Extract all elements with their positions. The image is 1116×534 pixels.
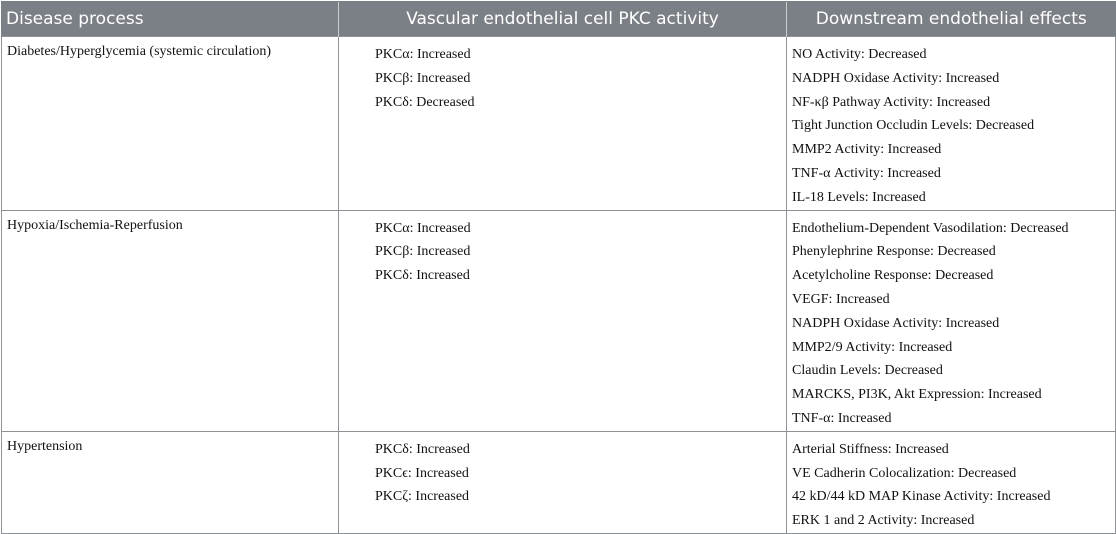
effect-line: MARCKS, PI3K, Akt Expression: Increased: [792, 387, 1042, 403]
table-row: [2, 210, 1116, 431]
disease-text: Hypertension: [7, 438, 83, 454]
table-row: [2, 37, 1116, 211]
pkc-line: PKCβ: Increased: [375, 70, 471, 86]
pkc-line: PKCα: Increased: [375, 220, 471, 236]
effect-line: NO Activity: Decreased: [792, 47, 927, 62]
effect-line: NF-κβ Pathway Activity: Increased: [792, 94, 991, 110]
effect-line: TNF-α: Increased: [792, 410, 892, 426]
pkc-line: PKCζ: Increased: [375, 489, 470, 505]
effect-line: 42 kD/44 kD MAP Kinase Activity: Increased: [792, 489, 1051, 505]
effect-line: Endothelium-Dependent Vasodilation: Decreased: [792, 220, 1069, 236]
effect-line: MMP2/9 Activity: Increased: [792, 339, 953, 355]
effect-line: Claudin Levels: Decreased: [792, 363, 943, 379]
pkc-line: PKCδ: Increased: [375, 441, 470, 457]
table-row: [2, 431, 1116, 533]
pkc-cell: [339, 431, 787, 533]
pkc-line: PKCδ: Decreased: [375, 94, 475, 110]
data-table: [1, 1, 1116, 534]
disease-cell: [2, 210, 339, 431]
header-disease-process: Disease process: [2, 2, 339, 37]
pkc-line: PKCβ: Increased: [375, 244, 471, 260]
pkc-cell: [339, 37, 787, 211]
disease-cell: [2, 431, 339, 533]
effect-line: MMP2 Activity: Increased: [792, 142, 942, 158]
effect-line: NADPH Oxidase Activity: Increased: [792, 70, 1000, 86]
effect-line: ERK 1 and 2 Activity: Increased: [792, 513, 975, 529]
pkc-line: PKCα: Increased: [375, 47, 471, 62]
disease-cell: [2, 37, 339, 211]
header-row: [2, 2, 1116, 37]
header-pkc-activity: Vascular endothelial cell PKC activity: [339, 2, 787, 37]
effects-cell: [787, 431, 1116, 533]
effect-line: Phenylephrine Response: Decreased: [792, 244, 996, 260]
pkc-cell: [339, 210, 787, 431]
pkc-line: PKCϵ: Increased: [375, 465, 469, 481]
header-downstream-effects: Downstream endothelial effects: [787, 2, 1116, 37]
effects-cell: [787, 37, 1116, 211]
effect-line: Arterial Stiffness: Increased: [792, 441, 949, 457]
effect-line: Acetylcholine Response: Decreased: [792, 268, 994, 284]
effect-line: Tight Junction Occludin Levels: Decreased: [792, 118, 1035, 134]
effect-line: IL-18 Levels: Increased: [792, 189, 926, 205]
disease-text: Hypoxia/Ischemia-Reperfusion: [7, 217, 183, 233]
pkc-line: PKCδ: Increased: [375, 268, 470, 284]
effects-cell: [787, 210, 1116, 431]
effect-line: VE Cadherin Colocalization: Decreased: [792, 465, 1017, 481]
effect-line: VEGF: Increased: [792, 291, 890, 307]
effect-line: TNF-α Activity: Increased: [792, 165, 941, 181]
effect-line: NADPH Oxidase Activity: Increased: [792, 315, 1000, 331]
disease-text: Diabetes/Hyperglycemia (systemic circulation): [7, 44, 272, 59]
